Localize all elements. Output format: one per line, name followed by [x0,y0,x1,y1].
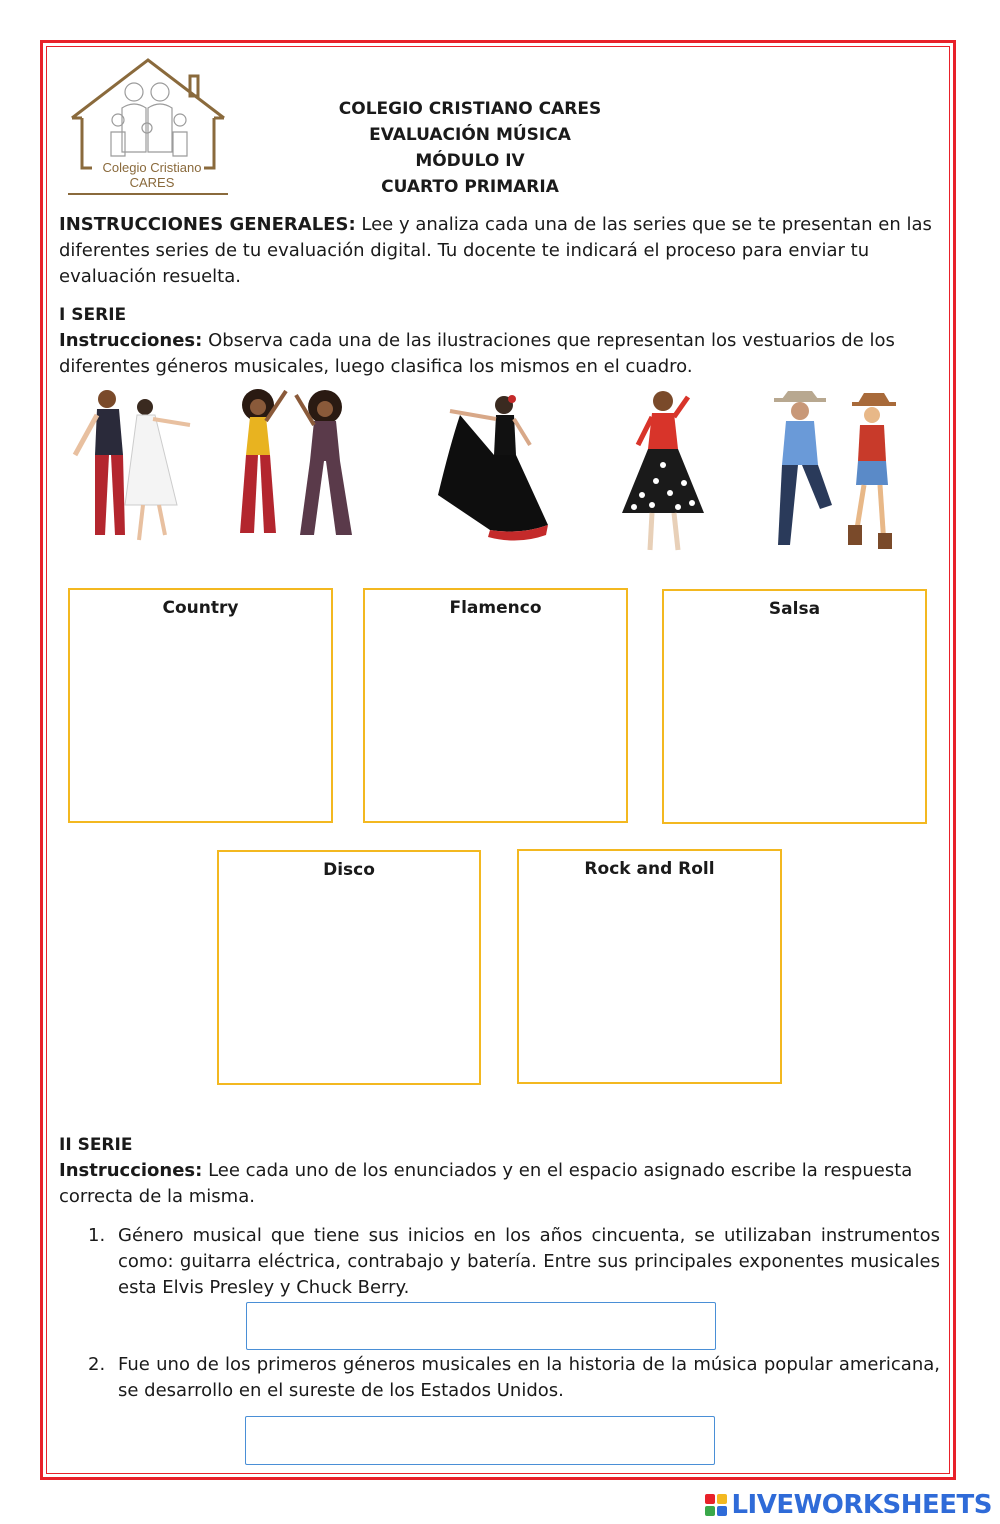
serie1-instructions-label: Instrucciones: [59,330,203,351]
question-text: Género musical que tiene sus inicios en los años cincuenta, se utilizaban instrumentos como: guitarra eléctrica, contrabajo y batería. Entre sus principales exponentes musicales esta Elvis Presley y Chuck Berry. [118,1225,940,1298]
school-name: COLEGIO CRISTIANO CARES [338,99,602,119]
costume-illustrations [60,385,940,560]
serie1-instructions-text: Observa cada una de las ilustraciones que representan los vestuarios de los diferentes géneros musicales, luego clasifica los mismos en el cuadro. [59,330,895,377]
logo-text-line1: Colegio Cristiano [102,160,202,175]
drop-box-label: Flamenco [449,598,542,618]
answer-input-1[interactable] [246,1302,716,1350]
drop-box-label: Rock and Roll [584,859,715,879]
school-logo [62,56,234,198]
general-instructions-label: INSTRUCCIONES GENERALES: [59,214,356,235]
rock-and-roll-girl-illustration[interactable] [608,385,718,555]
question-number: 1. [88,1225,106,1246]
question-number: 2. [88,1354,106,1375]
country-couple-illustration[interactable] [760,385,910,555]
serie2-instructions-text: Lee cada uno de los enunciados y en el espacio asignado escribe la respuesta correcta de la misma. [59,1160,913,1207]
serie1-instructions [59,328,939,380]
evaluation-title: EVALUACIÓN MÚSICA [369,125,571,145]
grade: CUARTO PRIMARIA [381,177,559,197]
serie2-instructions [59,1158,939,1210]
document-header [300,96,640,200]
drop-box-rock-and-roll[interactable] [517,849,782,1084]
drop-box-salsa[interactable] [662,589,927,824]
liveworksheets-brand[interactable] [705,1488,992,1522]
general-instructions [59,212,939,290]
drop-box-label: Disco [323,860,375,880]
brand-name: LIVEWORKSHEETS [731,1490,992,1520]
serie2-instructions-label: Instrucciones: [59,1160,203,1181]
answer-input-2[interactable] [245,1416,715,1465]
drop-box-label: Country [162,598,239,618]
drop-box-flamenco[interactable] [363,588,628,823]
drop-box-country[interactable] [68,588,333,823]
question-2 [88,1352,940,1404]
drop-box-disco[interactable] [217,850,481,1085]
liveworksheets-logo-icon [705,1494,727,1516]
flamenco-dancer-illustration[interactable] [430,385,560,545]
logo-text-line2: CARES [129,175,175,190]
question-text: Fue uno de los primeros géneros musicales en la historia de la música popular americana, se desarrollo en el sureste de los Estados Unidos. [118,1354,940,1401]
module: MÓDULO IV [415,151,525,171]
drop-box-label: Salsa [768,599,821,619]
salsa-couple-illustration[interactable] [65,385,200,545]
serie1-title: I SERIE [59,305,127,325]
general-instructions-text: Lee y analiza cada una de las series que se te presentan en las diferentes series de tu evaluación digital. Tu docente te indicará el proceso para enviar tu evaluación resuelta. [59,214,932,287]
serie2-title: II SERIE [59,1135,133,1155]
disco-couple-illustration[interactable] [230,385,365,545]
question-1 [88,1223,940,1301]
